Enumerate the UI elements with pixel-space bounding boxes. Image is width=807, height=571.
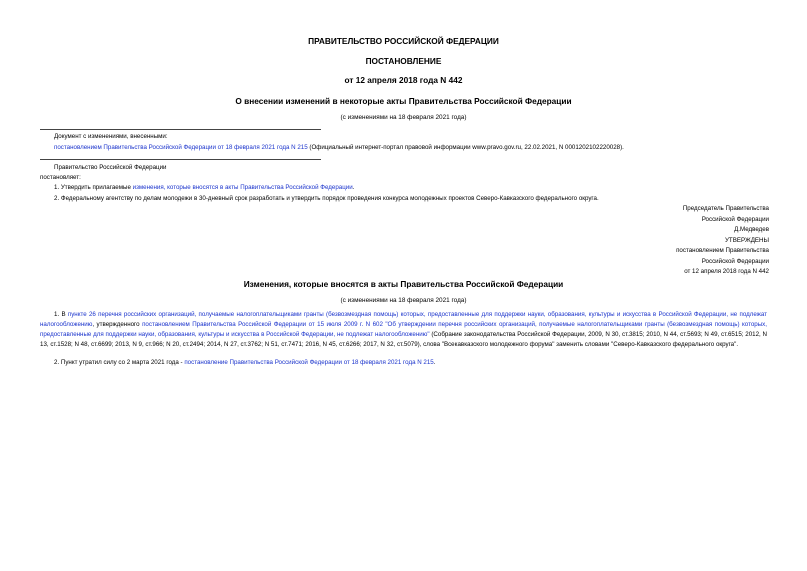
- amend-label: Документ с изменениями, внесенными:: [54, 133, 168, 140]
- divider-bottom: [40, 159, 321, 160]
- approval-line-3: Российской Федерации: [701, 257, 769, 265]
- approval-label: УТВЕРЖДЕНЫ: [725, 236, 769, 244]
- signature-position: Председатель Правительства: [682, 205, 769, 212]
- decides-text: постановляет:: [40, 174, 81, 181]
- issuer-text: Правительство Российской Федерации: [54, 164, 167, 171]
- item-1-link-decree[interactable]: постановлением Правительства Российской Федерации от 15 июля 2009 г. N 602 "Об утверждении перечня российских организаций, получаемые налогоплательщиками гранты (безвозмездная помощь) которых, предоставленные для поддержки науки, образования, культуры и искусства в Российской Федерации, не подлежат налогообложению": [40, 321, 767, 338]
- signature-country: Российской Федерации: [701, 215, 769, 223]
- annex-revision: (с изменениями на 18 февраля 2021 года): [340, 297, 467, 304]
- document-type: ПОСТАНОВЛЕНИЕ: [365, 56, 442, 66]
- item-1-number: 1. В: [54, 311, 68, 318]
- issuer-heading: ПРАВИТЕЛЬСТВО РОССИЙСКОЙ ФЕДЕРАЦИИ: [308, 36, 499, 46]
- revision-note: (с изменениями на 18 февраля 2021 года): [340, 114, 467, 121]
- approval-line-2: постановлением Правительства: [676, 247, 769, 254]
- clause-2: 2. Федеральному агентству по делам молодежи в 30-дневный срок разработать и утвердить порядок проведения конкурса молодежных проектов Северо-Кавказского федерального округа.: [54, 195, 599, 202]
- clause-1: [54, 184, 354, 192]
- annex-title: Изменения, которые вносятся в акты Правительства Российской Федерации: [243, 279, 564, 289]
- divider-top: [40, 129, 321, 130]
- amend-line: [54, 144, 624, 152]
- document-title: О внесении изменений в некоторые акты Правительства Российской Федерации: [235, 96, 572, 106]
- clause-1-text: 1. Утвердить прилагаемые: [54, 184, 133, 191]
- item-1-mid: , утвержденного: [92, 321, 143, 328]
- annex-item-2: [40, 358, 767, 368]
- clause-1-end: .: [352, 184, 355, 191]
- item-2-end: .: [433, 359, 436, 366]
- amend-source: (Официальный интернет-портал правовой информации www.pravo.gov.ru, 22.02.2021, N 0001202102220028).: [307, 144, 624, 151]
- item-2-link[interactable]: постановление Правительства Российской Федерации от 18 февраля 2021 года N 215: [184, 359, 434, 366]
- signature-block: [676, 204, 769, 278]
- item-1-link-list[interactable]: пункте 26 перечня российских организаций, получаемые налогоплательщиками гранты (безвозмездная помощь) которых, предоставленные для поддержки науки, образования, культуры и искусства в Российской Федерации, не подлежат налогообложению: [40, 311, 767, 328]
- document-date: от 12 апреля 2018 года N 442: [344, 75, 463, 85]
- clause-1-link[interactable]: изменения, которые вносятся в акты Правительства Российской Федерации: [132, 184, 353, 191]
- item-1-end: (Собрание законодательства Российской Федерации, 2009, N 30, ст.3815; 2010, N 44, ст.5693; N 49, ст.6515; 2012, N 13, ст.1528; N 48, ст.6699; 2013, N 9, ст.966; N 20, ст.2494; 2014, N 27, ст.3762; N 51, ст.7471; 2016, N 45, ст.6266; 2017, N 32, ст.5079), слова "Всекавказского молодежного форума" заменить словами "Северо-Кавказского федерального округа".: [40, 331, 768, 348]
- annex-item-1: [40, 310, 767, 350]
- signature-name: Д.Медведев: [734, 226, 769, 233]
- amend-link[interactable]: постановлением Правительства Российской Федерации от 18 февраля 2021 года N 215: [54, 144, 308, 151]
- approval-date: от 12 апреля 2018 года N 442: [684, 268, 769, 275]
- item-2-text: 2. Пункт утратил силу со 2 марта 2021 года -: [54, 359, 185, 366]
